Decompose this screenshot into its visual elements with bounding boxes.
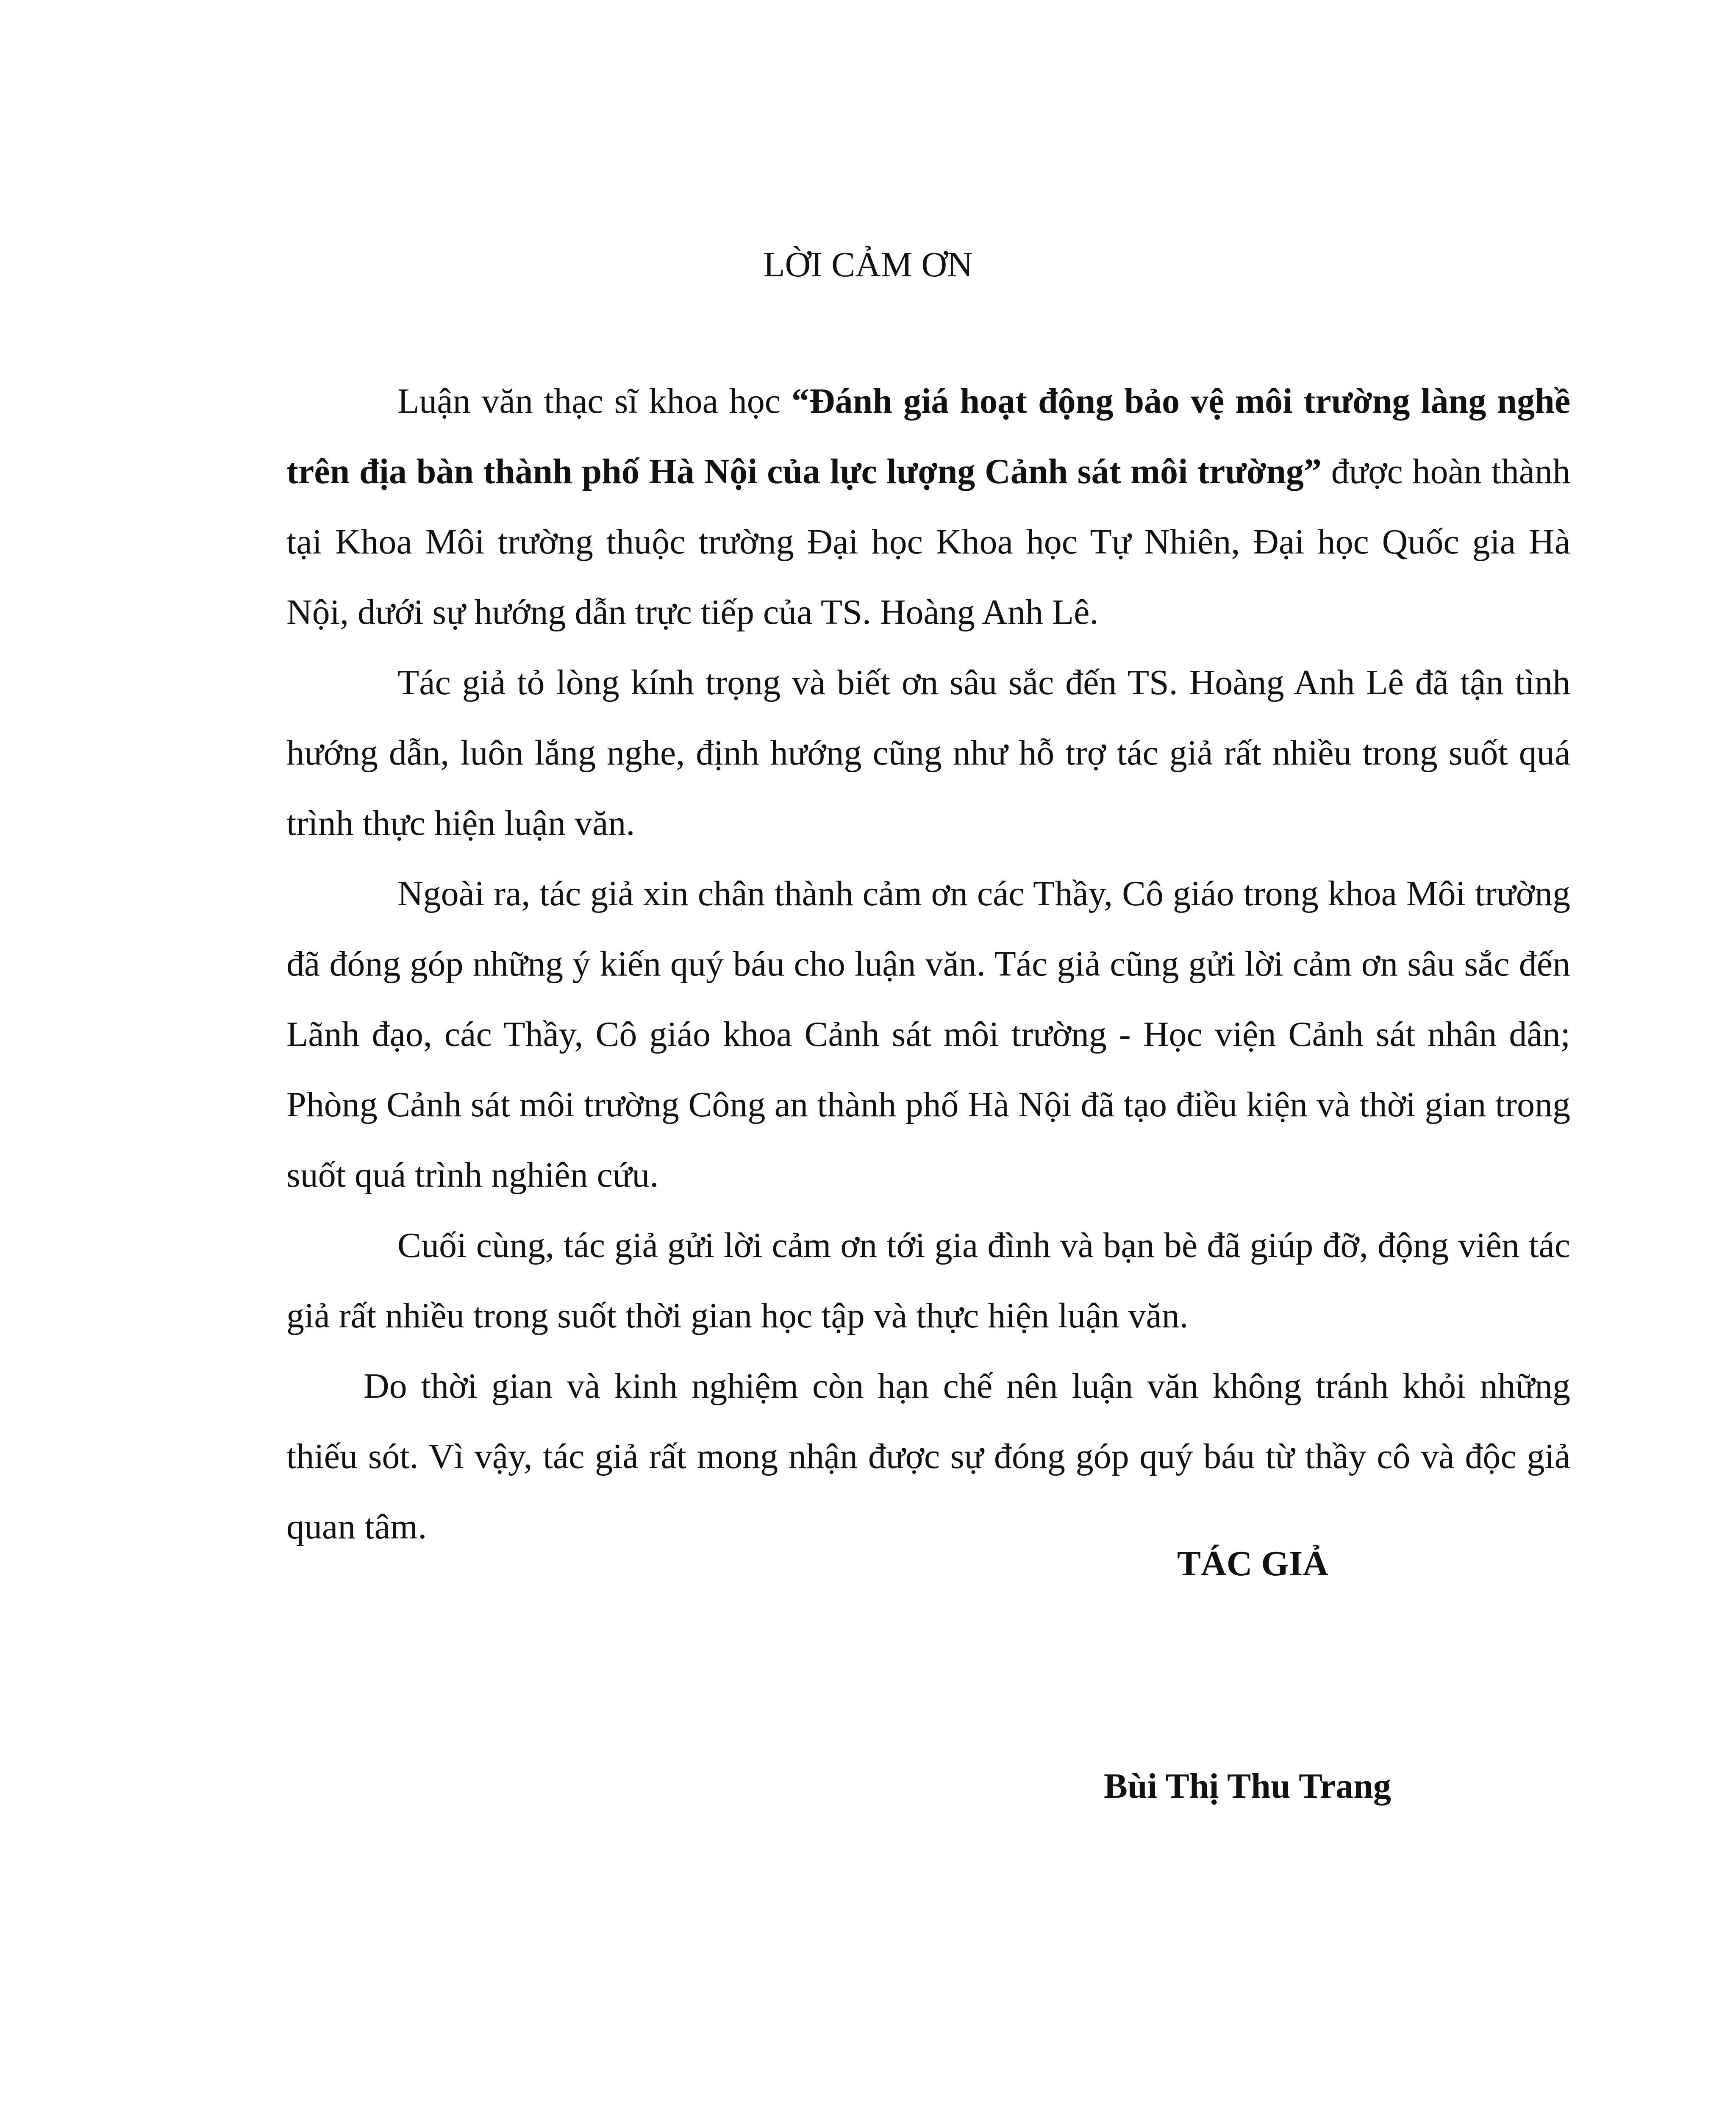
signature-role: TÁC GIẢ [1177,1544,1329,1583]
intro-text: Luận văn thạc sĩ khoa học [397,381,792,421]
intro-rest: được hoàn thành tại Khoa Môi trường thuộc trường Đại học Khoa học Tự Nhiên, Đại học Quốc gia Hà Nội, dưới sự hướng dẫn trực tiếp của TS. Hoàng Anh Lê. [286,452,1570,632]
page-title: LỜI CẢM ƠN [763,245,973,284]
author-name: Bùi Thị Thu Trang [1104,1766,1391,1806]
paragraph-thesis-intro [286,366,1570,648]
paragraph-supervisor-thanks: Tác giả tỏ lòng kính trọng và biết ơn sâu sắc đến TS. Hoàng Anh Lê đã tận tình hướng dẫn, luôn lắng nghe, định hướng cũng như hỗ trợ tác giả rất nhiều trong suốt quá trình thực hiện luận văn. [286,663,1570,843]
paragraph-limitations: Do thời gian và kinh nghiệm còn hạn chế nên luận văn không tránh khỏi những thiếu sót. Vì vậy, tác giả rất mong nhận được sự đóng góp quý báu từ thầy cô và độc giả quan tâm. [286,1366,1570,1546]
paragraph-faculty-thanks: Ngoài ra, tác giả xin chân thành cảm ơn các Thầy, Cô giáo trong khoa Môi trường đã đóng góp những ý kiến quý báu cho luận văn. Tác giả cũng gửi lời cảm ơn sâu sắc đến Lãnh đạo, các Thầy, Cô giáo khoa Cảnh sát môi trường - Học viện Cảnh sát nhân dân; Phòng Cảnh sát môi trường Công an thành phố Hà Nội đã tạo điều kiện và thời gian trong suốt quá trình nghiên cứu. [286,874,1570,1195]
thesis-title: “Đánh giá hoạt động bảo vệ môi trường làng nghề trên địa bàn thành phố Hà Nội của lực lượng Cảnh sát môi trường” [286,381,1571,491]
acknowledgement-body [286,366,1570,1562]
paragraph-family-thanks: Cuối cùng, tác giả gửi lời cảm ơn tới gia đình và bạn bè đã giúp đỡ, động viên tác giả rất nhiều trong suốt thời gian học tập và thực hiện luận văn. [286,1226,1570,1335]
